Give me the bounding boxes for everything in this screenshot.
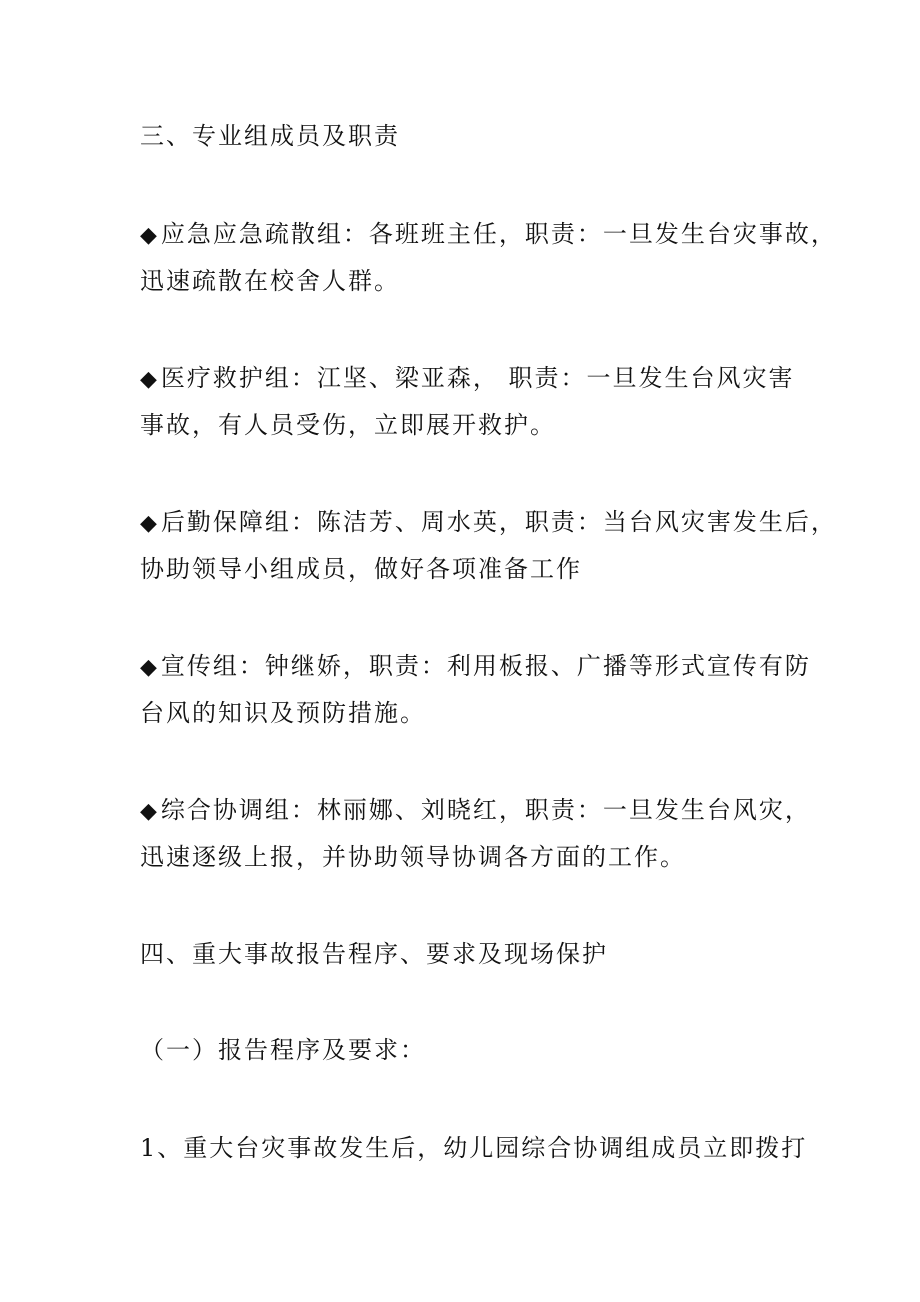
- list-item-1: 1、重大台灾事故发生后，幼儿园综合协调组成员立即拨打: [140, 1134, 808, 1162]
- group-evacuation-text: 应急应急疏散组：各班班主任，职责：一旦发生台灾事故，: [160, 220, 837, 248]
- group-medical-line2: 事故，有人员受伤，立即展开救护。: [140, 411, 556, 439]
- diamond-bullet-icon: ◆: [140, 511, 159, 536]
- group-publicity-text: 宣传组：钟继娇，职责：利用板报、广播等形式宣传有防: [160, 652, 811, 680]
- group-coordination-text: 综合协调组：林丽娜、刘晓红，职责：一旦发生台风灾，: [160, 796, 811, 824]
- group-publicity-line1: [140, 650, 811, 684]
- group-medical-line1: [140, 362, 800, 396]
- diamond-bullet-icon: ◆: [140, 799, 159, 824]
- group-logistics-line2: 协助领导小组成员，做好各项准备工作: [140, 555, 582, 583]
- group-coordination-line1: [140, 794, 811, 828]
- diamond-bullet-icon: ◆: [140, 223, 159, 248]
- diamond-bullet-icon: ◆: [140, 367, 159, 392]
- section-heading-3: 三、专业组成员及职责: [140, 122, 400, 150]
- group-coordination-line2: 迅速逐级上报，并协助领导协调各方面的工作。: [140, 843, 686, 871]
- subsection-heading: （一）报告程序及要求：: [140, 1036, 426, 1064]
- group-publicity-line2: 台风的知识及预防措施。: [140, 699, 426, 727]
- section-heading-4: 四、重大事故报告程序、要求及现场保护: [140, 940, 608, 968]
- group-evacuation-line1: [140, 218, 837, 252]
- group-evacuation-line2: 迅速疏散在校舍人群。: [140, 267, 400, 295]
- group-medical-text: 医疗救护组：江坚、梁亚森， 职责：一旦发生台风灾害: [160, 364, 795, 392]
- group-logistics-text: 后勤保障组：陈洁芳、周水英，职责：当台风灾害发生后，: [160, 508, 837, 536]
- group-logistics-line1: [140, 506, 837, 540]
- diamond-bullet-icon: ◆: [140, 655, 159, 680]
